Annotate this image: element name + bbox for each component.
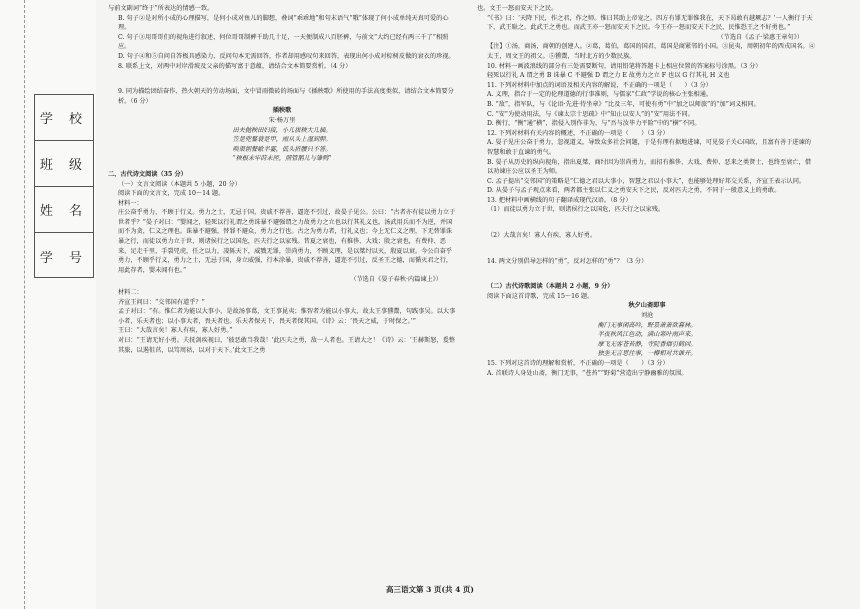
page-footer: 高三语文第 3 页(共 4 页): [386, 585, 474, 594]
poem-line: 衡门无事闲高吟，野景萧萧欲暮林。: [597, 321, 697, 329]
option-a: A. 首联诗人身处山斋，衡门无事，“苍苔”“野菊”营造出宁静幽雅的氛围。: [487, 369, 688, 377]
poem-author: 刘沧: [640, 312, 654, 320]
subsection-heading: （一）文言文阅读（本题共 5 小题，20 分）: [118, 180, 241, 188]
option-b: B. 晏子从历史的纵向视角，指出夏桀、商纣因为崇尚勇力，而招有推侈、大戏、费仲、恶来之类贤士，也终至衰亡，借以劝谏庄公应以圣王为师。: [487, 158, 812, 176]
paragraph: 与前文副词“终于”所表达的情感一致。: [108, 5, 214, 12]
source-note: （节选自《晏子春秋·内篇谏上》）: [350, 276, 442, 284]
question-15: 15. 下列对这首诗的理解和赏析，不正确的一项是（ ）（3 分）: [487, 360, 669, 367]
poem-title: 秋夕山斋即事: [628, 302, 666, 310]
poem-line: “秧根未牢莳未匝，照管鹅儿与雏鸭”: [232, 155, 332, 163]
left-column: [108, 4, 456, 579]
material-two-text: 王曰：“大哉言矣！寡人有疾，寡人好勇。”: [118, 327, 233, 335]
student-info-box: [34, 94, 94, 278]
material-two-continued: “《书》曰：‘天降下民，作之君，作之师。惟曰其助上帝宠之。四方有罪无罪惟我在，天下曷敢有越厥志？’一人衡行于天下，武王耻之。此武王之勇也。而武王亦一怒而安天下之民。今王亦一怒而安天下之民，民惟恐王之不好勇也。”: [487, 14, 813, 32]
source-note: （节选自《孟子·梁惠王章句》）: [717, 33, 803, 41]
option-d: D. 衡行，“衡”通“横”，指侵入别作非为，与“吾与汝毕力平险”中的“横”不同。: [487, 120, 701, 128]
material-two-text: 对曰：“王请无好小勇。夫抚剑疾视曰，‘彼恶敢当我哉！’此匹夫之勇，敌一人者也。王请大之！《诗》云：‘王赫斯怒，爰整其旅，以遏徂莒，以笃周祜，以对于天下。’此文王之勇: [118, 337, 455, 354]
school-label: 学 校: [35, 95, 93, 141]
material-two-continued: 也。文王一怒而安天下之民。: [477, 5, 558, 12]
instruction: 阅读下面的文言文，完成 10～14 题。: [118, 190, 225, 198]
option-b: B. 句子②是对所小成的心理描写，是何小成对鱼儿的脚想，叠词“乖乖地”和句末语气“哦”体现了何小成单纯天真可爱的心理。: [118, 14, 449, 32]
right-column: [477, 4, 817, 579]
poem-title: 插秧歌: [272, 107, 292, 115]
material-label: 材料二：: [118, 289, 143, 297]
poem-line: 田夫抛秧田妇接，小儿拔秧大儿插。: [232, 126, 332, 134]
poem-line: 半夜秋风江色动，满山寒叶雨声来。: [597, 331, 697, 339]
question-11: 11. 下列对材料中加点的词语及相关内容的解说，不正确的一项是（ ）（3 分）: [487, 81, 712, 89]
poem-line: 摩飞无客苍苔静，寺院香烟引鹤回。: [597, 340, 697, 348]
material-two-text: 孟子对曰：“有。惟仁者为能以大事小，是故汤事葛，文王事昆夷；惟智者为能以小事大，故太王事獯鬻，句践事吴。以大事小者，乐天者也；以小事大者，畏天者也。乐天者保天下，畏天者保其国。《诗》云：‘畏天之威，于时保之。’”: [118, 308, 456, 325]
question-14: 14. 两文分别倡导怎样的“勇”，反对怎样的“勇”？（3 分）: [487, 257, 648, 265]
poem-line: 独坐无言思往事，一樽相对共谁开。: [597, 350, 697, 358]
question-9: 9. 同为描绘团结奋作、热火朝天的劳动场面，文中冒雨微砖的场面与《插秧歌》所使用的手法高度类似，请结合文本简要分析。（6 分）: [118, 88, 454, 105]
binding-strip: [0, 0, 96, 609]
question-8: 8. 联系上文，对两中对岸滑坡及父亲的描写富于意蕴，请结合文本简要赏析。（4 分）: [118, 62, 352, 70]
translation-item: （2）大哉言矣！寡人有疾，寡人好勇。: [487, 232, 597, 240]
subsection-heading: （二）古代诗歌阅读（本题共 2 小题，9 分）: [487, 283, 614, 291]
poem-line: 笠是兜鍪蓑是甲，雨从头上湿到胛。: [232, 136, 332, 144]
question-12: 12. 下列对材料有关内容的概述，不正确的一项是（ ）（3 分）: [487, 129, 669, 137]
poem-line: 唤渠朝餐歇半霎，低头折腰只不答。: [232, 145, 332, 153]
question-10-text: 轻死以行礼 A 谓之勇 B 诛暴 C 不避强 D 谓之力 E 故勇力之立 F 也以 G 行其礼 H 义也: [487, 72, 730, 80]
poem-author: 宋·杨万里: [268, 116, 296, 124]
option-a: A. 义理，指合于一定的伦理道德的行事准则，与儒家“仁政”学说的核心主张相通。: [487, 91, 713, 99]
student-id-label: 学 号: [39, 250, 89, 266]
material-two-text: 齐宣王问曰：“交邻国有道乎？”: [118, 298, 205, 306]
annotation: 【注】①汤，商汤，商朝的创建人。②葛，葛伯，葛国的国君，葛国是商紧邻的小国。③昆夷，周朝初年的西戎国名。④太王，周文王的祖父。⑤獯鬻，当时北方的少数民族。: [487, 43, 815, 60]
option-c: C. 孟子提出“交邻国”的策略是“仁德之君以大事小，智慧之君以小事大”，也能够处理好邦交关系，齐宣王表示认同。: [487, 177, 806, 185]
material-label: 材料一：: [118, 199, 143, 207]
material-one-text: 庄公奋乎勇力，不顾于行义。勇力之士，无忌于国，贵戚不荐善，逼迩不引过，故晏子见公。公曰：“古者亦有徒以勇力立于世者乎？”晏子对曰：“婴闻之，轻死以行礼谓之勇诛暴不避强谓之力故勇力之立也以行其礼义也。汤武用兵而不为逆，并国而不为贪，仁义之理也。诛暴不避强，替罪不避众，勇力之行也。古之为勇力者，行礼义也；今上无仁义之理，下无替罪诛暴之行，而徒以勇力立于世，则诸侯行之以国危，匹夫行之以家残。昔夏之衰也，有推侈、大戏；殷之衰也，有费仲、恶来，足走千里，手裂兕虎，任之以力，凌轹天下，威戮无罪，崇尚勇力，不顾义理，是以桀纣以灭，殷夏以衰。今公自奋乎勇力，不顾乎行义，勇力之士，无忌于国，身立威强，行本涂暴，贵戚不荐善，逼迩不引过，反圣王之德，而循灭君之行，用此存者，婴未闻有也。”: [118, 209, 456, 274]
option-a: A. 晏子见庄公奋于勇力，忽视道义，导致众多社会问题，于是有理有据地进谏，可见晏子关心国政，且富有善于进谏的智慧和敢于直谏的勇气。: [487, 139, 811, 156]
cut-line: [24, 0, 25, 609]
question-13: 13. 把材料中画横线的句子翻译成现代汉语。（8 分）: [487, 196, 632, 204]
translation-item: （1）而徒以勇力立于世，则诸侯行之以国危，匹夫行之以家残。: [487, 206, 665, 214]
question-10: 10. 材料一画波浪线的部分有三处需要断句，请用铅笔将答题卡上相应位置的答案标号涂黑。（3 分）: [487, 62, 762, 70]
option-b: B. “敌”，指军队，与《论语·先进·待坐章》“比及三年，可使有勇”中“加之以师旅”的“加”词义相同。: [487, 100, 760, 108]
name-label: 姓 名: [35, 187, 93, 233]
section-heading: 二、古代诗文阅读（35 分）: [108, 170, 187, 178]
class-label: 班 级: [35, 141, 93, 187]
option-c: C. “安”为使动用法，与《谏太宗十思疏》中“知止以安人”的“安”用法不同。: [487, 110, 694, 118]
option-d: D. 从晏子与孟子观点来看，两者都主张以仁义之勇安天下之民，反对匹夫之勇，不同于一般意义上的勇敢。: [487, 187, 781, 195]
option-d: D. 句子④和⑤自问自答极具感染力，反问句本无需回答，作者却用感叹句来回答，表现出何小成对棕树皮做的衰衣的珍视。: [118, 52, 455, 60]
instruction: 阅读下面这首诗歌，完成 15～16 题。: [487, 292, 594, 300]
option-c: C. 句子③用哥哥们的视角进行叙述，何位哥哥制裤千助几十足，一天便制成八百胚裤，与前文“大约已经有两三千了”相照应。: [118, 33, 449, 51]
